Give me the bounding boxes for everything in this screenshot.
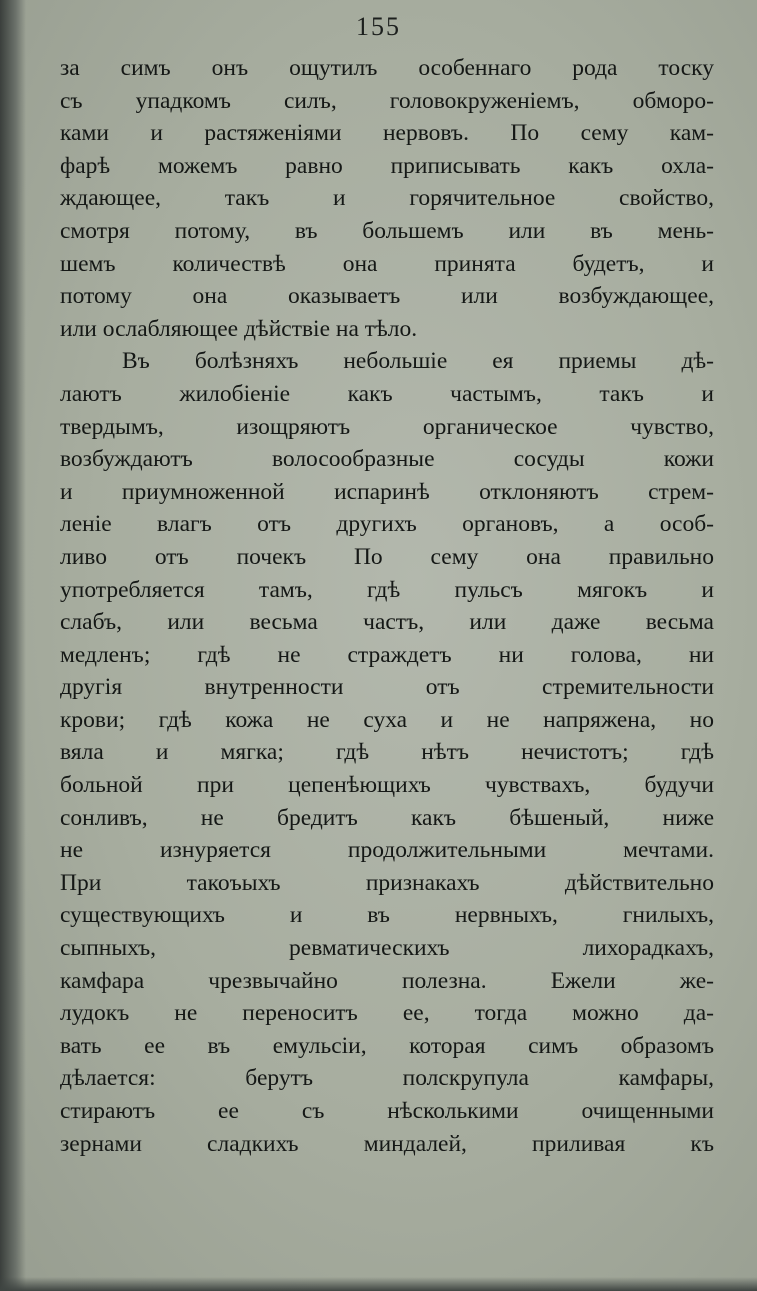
text-line: или ослабляющее дѣйствіе на тѣло.: [60, 315, 418, 342]
text-line: и приумноженной испаринѣ отклоняютъ стрем-: [60, 478, 714, 505]
text-line: дѣлается: берутъ полскрупула камфары,: [60, 1065, 714, 1092]
book-spine-shadow: [0, 0, 26, 1291]
text-line: съ упадкомъ силъ, головокруженіемъ, обморо-: [60, 87, 714, 114]
text-line: крови; гдѣ кожа не суха и не напряжена, но: [60, 706, 714, 733]
text-line: ливо отъ почекъ По сему она правильно: [60, 543, 714, 570]
text-line: фарѣ можемъ равно приписывать какъ охла-: [60, 152, 714, 179]
text-line: смотря потому, въ большемъ или въ мень-: [60, 217, 714, 244]
text-line: лудокъ не переноситъ ее, тогда можно да-: [60, 1000, 714, 1027]
text-line: медленъ; гдѣ не страждетъ ни голова, ни: [60, 641, 714, 668]
text-line: шемъ количествѣ она принята будетъ, и: [60, 250, 714, 277]
text-line: камфара чрезвычайно полезна. Ежели же-: [60, 967, 714, 994]
text-line: существующихъ и въ нервныхъ, гнилыхъ,: [60, 902, 714, 929]
text-line: леніе влагъ отъ другихъ органовъ, а особ-: [60, 511, 714, 538]
text-line: слабъ, или весьма частъ, или даже весьма: [60, 609, 714, 636]
text-line: вяла и мягка; гдѣ нѣтъ нечистотъ; гдѣ: [60, 739, 714, 766]
text-line: стираютъ ее съ нѣсколькими очищенными: [60, 1098, 714, 1124]
text-line: Въ болѣзняхъ небольшіе ея приемы дѣ-: [122, 348, 714, 375]
text-line: возбуждаютъ волосообразные сосуды кожи: [60, 446, 714, 473]
page-text: [60, 52, 714, 1160]
page-bottom-edge: [0, 1277, 757, 1291]
text-line: другія внутренности отъ стремительности: [60, 674, 714, 701]
text-line: за симъ онъ ощутилъ особеннаго рода тоску: [60, 55, 714, 81]
text-line: сонливъ, не бредитъ какъ бѣшеный, ниже: [60, 804, 714, 831]
text-line: не изнуряется продолжительными мечтами.: [60, 837, 714, 864]
page-number: 155: [356, 12, 401, 41]
text-line: вать ее въ емульсіи, которая симъ образомъ: [60, 1032, 714, 1059]
text-line: сыпныхъ, ревматическихъ лихорадкахъ,: [60, 935, 714, 962]
text-line: При такоъыхъ признакахъ дѣйствительно: [60, 869, 714, 896]
text-line: ждающее, такъ и горячительное свойство,: [60, 185, 714, 212]
text-line: зернами сладкихъ миндалей, приливая къ: [60, 1130, 714, 1157]
text-line: ками и растяженіями нервовъ. По сему кам-: [60, 120, 714, 147]
text-line: твердымъ, изощряютъ органическое чувство,: [60, 413, 714, 440]
text-line: лаютъ жилобіеніе какъ частымъ, такъ и: [60, 380, 714, 407]
text-line: больной при цепенѣющихъ чувствахъ, будучи: [60, 772, 714, 799]
text-line: употребляется тамъ, гдѣ пульсъ мягокъ и: [60, 576, 714, 603]
text-line: потому она оказываетъ или возбуждающее,: [60, 283, 714, 310]
